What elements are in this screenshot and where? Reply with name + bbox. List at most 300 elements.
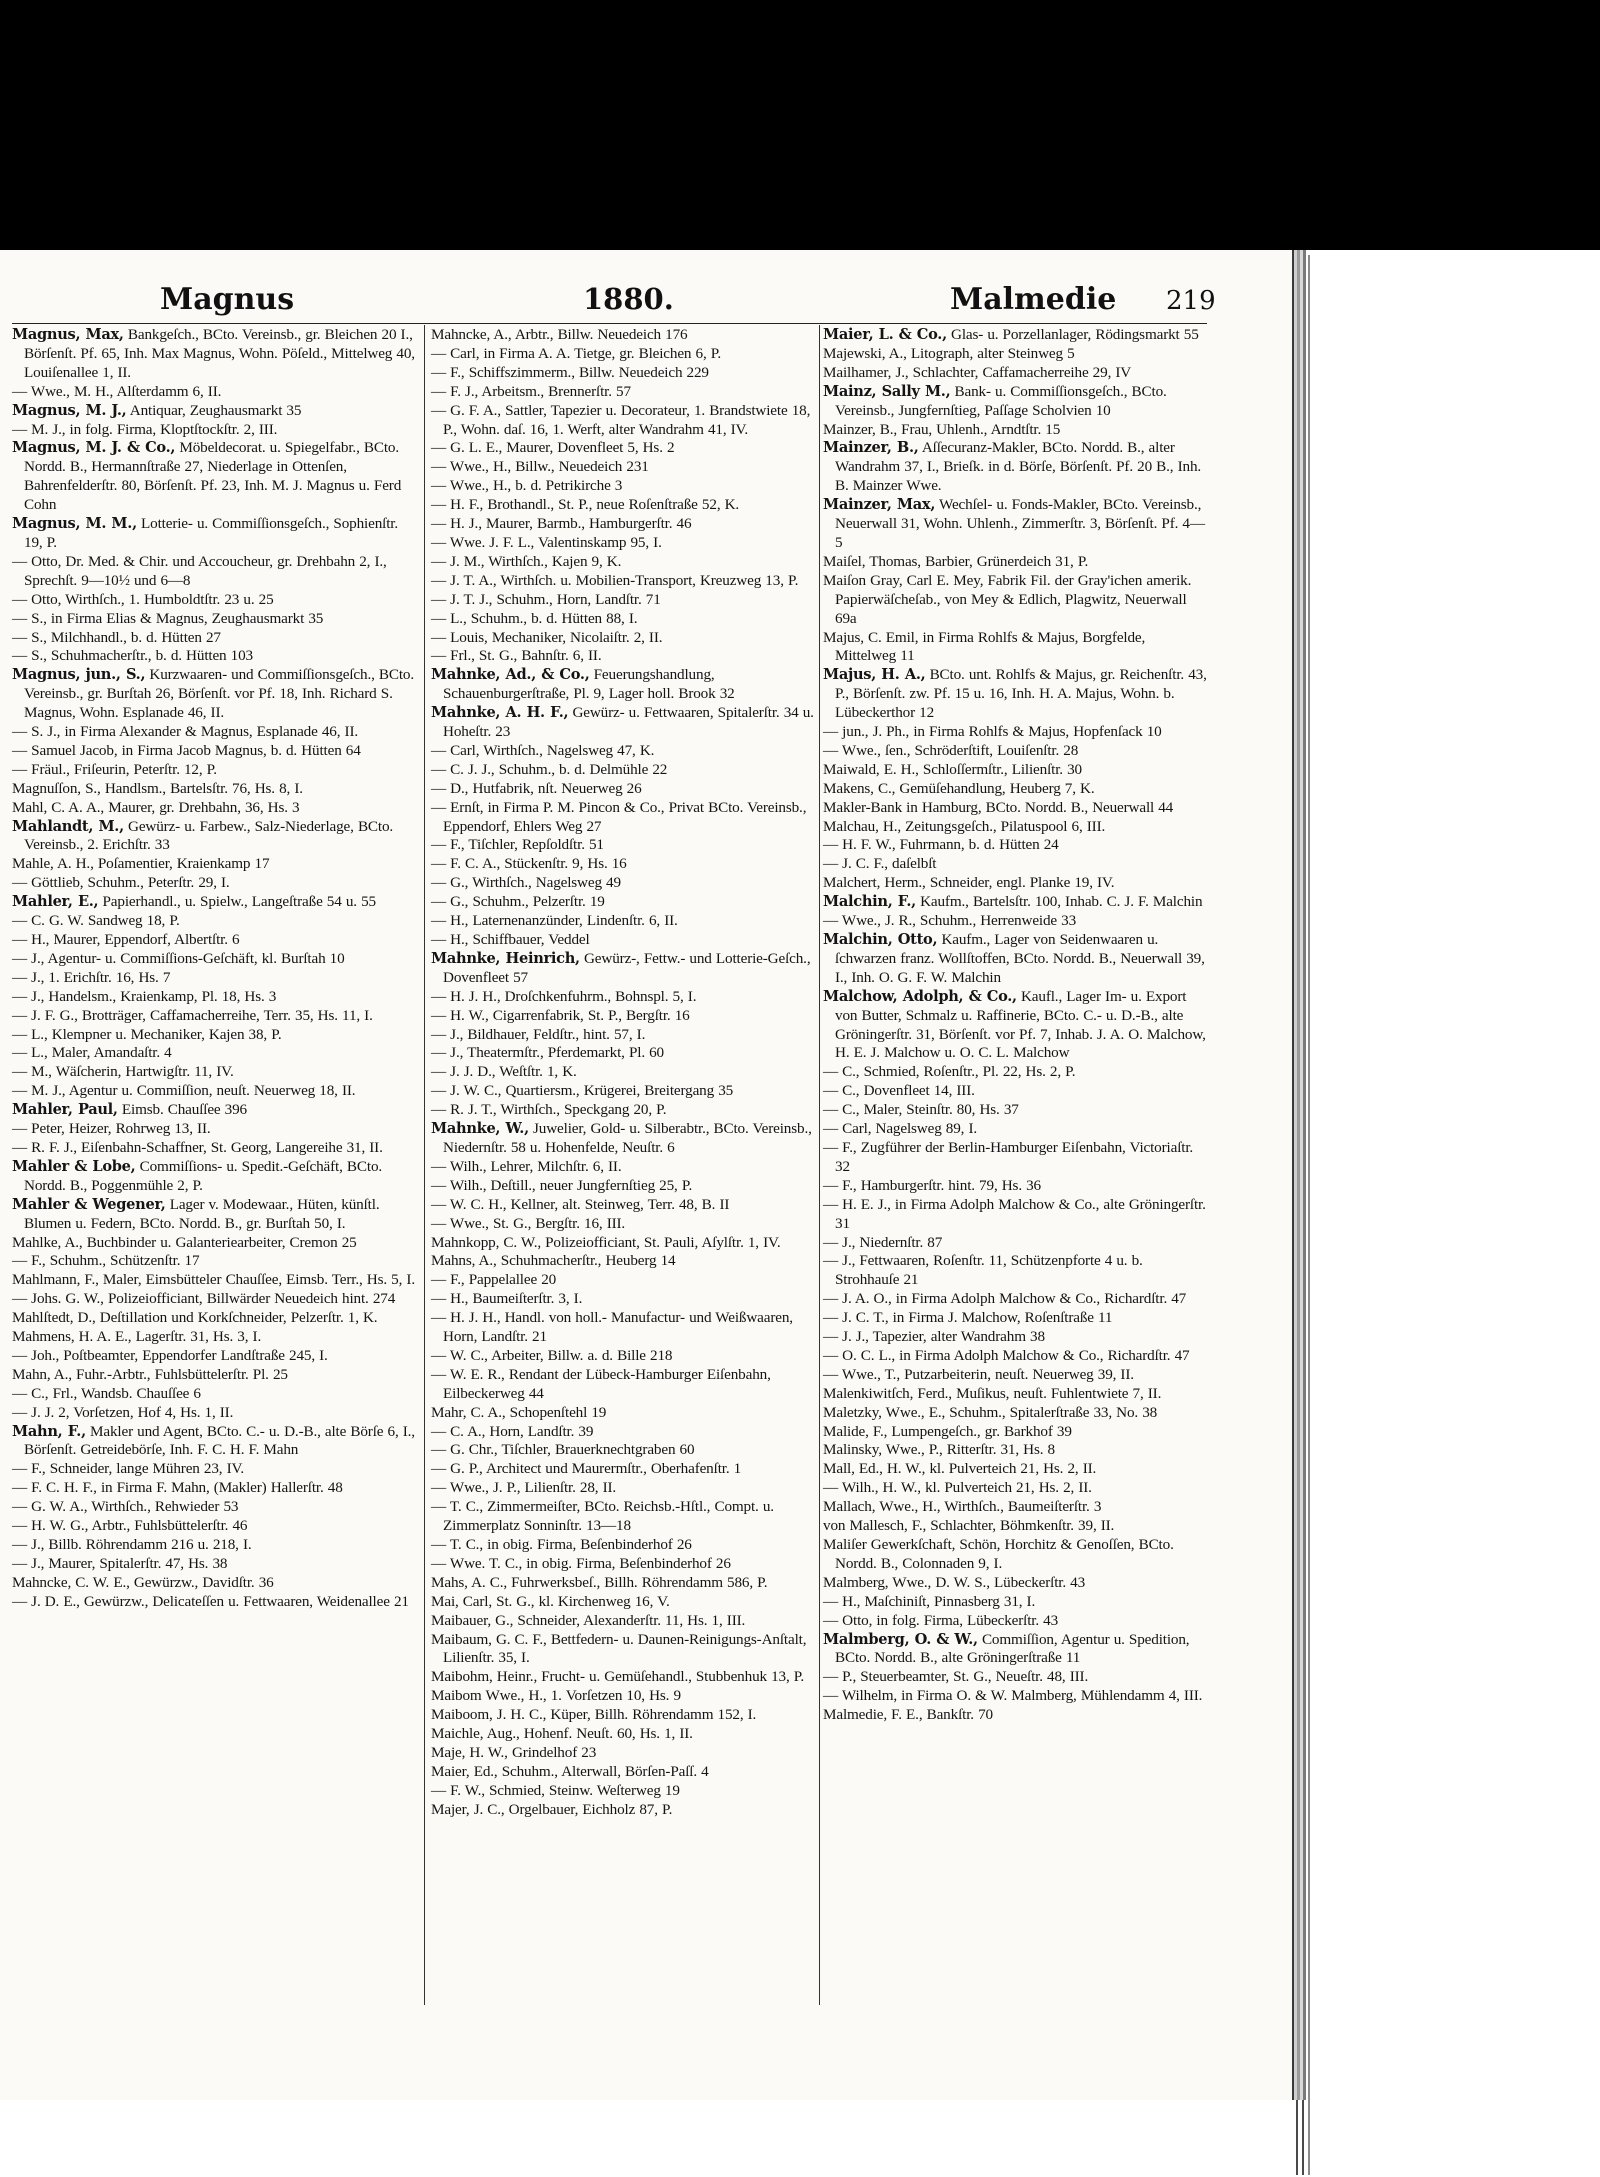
entry-details: Maichle, Aug., Hohenf. Neuſt. 60, Hs. 1, II. [431,1725,693,1743]
entry-details: — J., 1. Erichſtr. 16, Hs. 7 [12,968,171,986]
entry-details: — F., Pappelallee 20 [431,1271,557,1289]
entry-details: — F., Tiſchler, Repſoldſtr. 51 [431,836,604,854]
directory-entry [823,836,1207,855]
entry-details: Maibom Wwe., H., 1. Vorſetzen 10, Hs. 9 [431,1687,681,1705]
entry-name: Magnus, M. J. & Co., [12,439,176,457]
entry-details: — J., Billb. Röhrendamm 216 u. 218, I. [12,1536,252,1553]
entry-details: Maibohm, Heinr., Frucht- u. Gemüſehandl., Stubbenhuk 13, P. [431,1668,805,1686]
directory-entry [823,439,1207,496]
directory-entry [12,1593,420,1612]
directory-entry [12,1574,420,1593]
entry-details: — C., Schmied, Roſenſtr., Pl. 22, Hs. 2, P. [823,1063,1076,1081]
directory-entry [823,931,1207,988]
entry-details: — J. D. E., Gewürzw., Delicateſſen u. Fettwaaren, Weidenallee 21 [12,1592,409,1610]
directory-entry [12,1479,420,1498]
directory-entry [12,1536,420,1555]
entry-details: — W. C. H., Kellner, alt. Steinweg, Terr. 48, B. II [431,1195,730,1213]
directory-entry [823,326,1207,345]
directory-entry [823,893,1207,912]
directory-entry [431,1498,818,1536]
entry-details: — J. T. J., Schuhm., Horn, Landſtr. 71 [431,590,661,608]
directory-entry [431,1044,818,1063]
directory-entry [12,1139,420,1158]
directory-entry [12,1460,420,1479]
entry-details: — H. W. G., Arbtr., Fuhlsbüttelerſtr. 46 [12,1517,248,1535]
entry-details: — Wwe., J. P., Lilienſtr. 28, II. [431,1479,617,1497]
directory-entry [431,1668,818,1687]
entry-details: — F. W., Schmied, Steinw. Weſterweg 19 [431,1781,680,1799]
directory-entry [823,1498,1207,1517]
directory-entry [823,1385,1207,1404]
directory-entry [823,1290,1207,1309]
entry-details: — T. C., in obig. Firma, Beſenbinderhof 26 [431,1536,692,1553]
entry-details: — S., Milchhandl., b. d. Hütten 27 [12,628,221,646]
directory-entry [12,1328,420,1347]
directory-entry [12,1385,420,1404]
page-edge [1302,255,1304,2175]
running-header-left: Magnus [160,282,295,317]
entry-details: — H., Laternenanzünder, Lindenſtr. 6, II. [431,912,678,930]
directory-entry [431,893,818,912]
directory-entry [431,1177,818,1196]
entry-details: Maibaum, G. C. F., Bettfedern- u. Daunen-Reinigungs-Anſtalt, Lilienſtr. 35, I. [431,1630,807,1667]
entry-details: — Wwe., M. H., Alſterdamm 6, II. [12,382,222,400]
directory-entry [431,383,818,402]
directory-entry [823,818,1207,837]
entry-details: — L., Klempner u. Mechaniker, Kajen 38, P. [12,1025,282,1043]
entry-details: Maiſel, Thomas, Barbier, Grünerdeich 31, P. [823,552,1089,570]
entry-details: — Carl, in Firma A. A. Tietge, gr. Bleichen 6, P. [431,344,722,362]
entry-details: — Wwe., J. R., Schuhm., Herrenweide 33 [823,912,1077,930]
directory-entry [823,629,1207,667]
directory-entry [431,950,818,988]
directory-entry [431,1120,818,1158]
entry-details: — jun., J. Ph., in Firma Rohlfs & Majus, Hopfenſack 10 [823,723,1162,741]
directory-entry [431,666,818,704]
entry-details: Bank- u. Commiſſionsgeſch., BCto. Vereinsb., Jungfernſtieg, Paſſage Scholvien 10 [835,382,1167,419]
entry-details: — Wwe., H., b. d. Petrikirche 3 [431,477,623,495]
entry-details: Bankgeſch., BCto. Vereinsb., gr. Bleichen 20 I., Börſenſt. Pf. 65, Inh. Max Magnus, Wohn. Pöſeld., Mittelweg 40, Louiſenallee 1, II. [24,326,415,381]
directory-entry [12,1234,420,1253]
directory-entry [12,1158,420,1196]
entry-details: Lager v. Modewaar., Hüten, künſtl. Blumen u. Federn, BCto. Nordd. B., gr. Burſtah 50, I. [24,1195,380,1232]
entry-details: Feuerungshandlung, Schauenburgerſtraße, Pl. 9, Lager holl. Brook 32 [443,666,735,703]
directory-entry [431,1347,818,1366]
entry-details: — Samuel Jacob, in Firma Jacob Magnus, b. d. Hütten 64 [12,741,361,759]
entry-details: — S., in Firma Elias & Magnus, Zeughausmarkt 35 [12,609,324,627]
directory-entry [823,1082,1207,1101]
directory-entry [12,818,420,856]
entry-details: Mainzer, B., Frau, Uhlenh., Arndtſtr. 15 [823,420,1061,438]
entry-details: Mahn, A., Fuhr.-Arbtr., Fuhlsbüttelerſtr. Pl. 25 [12,1365,288,1383]
page-number: 219 [1166,286,1216,316]
entry-details: — J. M., Wirthſch., Kajen 9, K. [431,552,622,570]
entry-details: — H., Maſchiniſt, Pinnasberg 31, I. [823,1592,1036,1610]
directory-entry [823,742,1207,761]
directory-entry [823,1139,1207,1177]
directory-entry [12,931,420,950]
directory-entry [12,1120,420,1139]
directory-entry [431,912,818,931]
directory-entry [12,799,420,818]
entry-details: — C. J. J., Schuhm., b. d. Delmühle 22 [431,760,668,778]
directory-entry [431,610,818,629]
entry-details: Kaufm., Bartelsſtr. 100, Inhab. C. J. F. Malchin [920,893,1203,911]
entry-details: — Carl, Nagelsweg 89, I. [823,1120,978,1138]
column-divider [819,325,820,2005]
entry-details: — Wwe., H., Billw., Neuedeich 231 [431,458,649,476]
entry-details: — H. F. W., Fuhrmann, b. d. Hütten 24 [823,836,1059,854]
directory-entry [12,402,420,421]
directory-entry [431,1196,818,1215]
directory-entry [431,1782,818,1801]
entry-details: — Otto, in folg. Firma, Lübeckerſtr. 43 [823,1611,1059,1629]
entry-details: Mai, Carl, St. G., kl. Kirchenweg 16, V. [431,1592,670,1610]
directory-entry [431,1460,818,1479]
directory-entry [431,1631,818,1669]
entry-name: Magnus, M. M., [12,515,137,533]
directory-entry [823,1631,1207,1669]
entry-details: — Wwe., St. G., Bergſtr. 16, III. [431,1214,626,1232]
directory-entry [823,1366,1207,1385]
directory-entry [12,723,420,742]
entry-details: — J., Agentur- u. Commiſſions-Geſchäft, kl. Burſtah 10 [12,949,345,967]
directory-entry [431,458,818,477]
directory-entry [823,761,1207,780]
entry-details: — J., Theatermſtr., Pferdemarkt, Pl. 60 [431,1044,664,1062]
entry-name: Mahler, Paul, [12,1101,118,1119]
directory-entry [431,1215,818,1234]
directory-entry [823,421,1207,440]
entry-name: Mahnke, Heinrich, [431,949,580,967]
entry-details: — J. T. A., Wirthſch. u. Mobilien-Transport, Kreuzweg 13, P. [431,571,799,589]
entry-details: — Peter, Heizer, Rohrweg 13, II. [12,1120,211,1138]
entry-details: — W. C., Arbeiter, Billw. a. d. Bille 218 [431,1346,673,1364]
entry-details: — Otto, Dr. Med. & Chir. und Accoucheur, gr. Drehbahn 2, I., Sprechſt. 9—10½ und 6—8 [12,552,387,589]
directory-entry [431,477,818,496]
entry-details: — Ernſt, in Firma P. M. Pincon & Co., Privat BCto. Vereinsb., Eppendorf, Ehlers Weg 27 [431,798,807,835]
entry-details: — F. C. H. F., in Firma F. Mahn, (Makler) Hallerſtr. 48 [12,1479,343,1497]
entry-details: Mallach, Wwe., H., Wirthſch., Baumeiſterſtr. 3 [823,1498,1102,1516]
entry-details: — J., Niedernſtr. 87 [823,1233,943,1251]
entry-details: — J. J. D., Weſtſtr. 1, K. [431,1063,577,1081]
entry-details: — J., Fettwaaren, Roſenſtr. 11, Schützenpforte 4 u. b. Strohhauſe 21 [823,1252,1143,1289]
directory-entry [823,988,1207,1064]
directory-entry [823,1328,1207,1347]
entry-name: Majus, H. A., [823,666,926,684]
entry-details: Makler-Bank in Hamburg, BCto. Nordd. B., Neuerwall 44 [823,798,1174,816]
directory-entry [823,912,1207,931]
entry-name: Mahnke, Ad., & Co., [431,666,590,684]
directory-entry [431,1252,818,1271]
directory-entry [431,1158,818,1177]
directory-entry [823,383,1207,421]
entry-details: — J. F. G., Brotträger, Caffamacherreihe, Terr. 35, Hs. 11, I. [12,1006,373,1024]
entry-name: Maier, L. & Co., [823,326,947,343]
entry-details: Maiſon Gray, Carl E. Mey, Fabrik Fil. der Gray'ichen amerik. Papierwäſcheſab., von Mey & Edlich, Plagwitz, Neuerwall 69a [823,571,1192,627]
entry-details: — M., Wäſcherin, Hartwigſtr. 11, IV. [12,1063,234,1081]
entry-details: — C., Frl., Wandsb. Chauſſee 6 [12,1384,201,1402]
directory-entry [12,1007,420,1026]
directory-entry [12,1082,420,1101]
directory-entry [431,572,818,591]
entry-details: — Carl, Wirthſch., Nagelsweg 47, K. [431,741,655,759]
entry-details: — Wwe., ſen., Schröderſtift, Louiſenſtr. 28 [823,741,1079,759]
entry-details: Kaufm., Lager von Seidenwaaren u. ſchwarzen franz. Wollſtoffen, BCto. Nordd. B., Neuerwall 39, I., Inh. O. G. F. W. Malchin [835,931,1205,986]
entry-details: — J. J. 2, Vorſetzen, Hof 4, Hs. 1, II. [12,1403,234,1421]
entry-details: Juwelier, Gold- u. Silberabtr., BCto. Vereinsb., Niedernſtr. 58 u. Hohenfelde, Neuſtr. 6 [443,1120,812,1156]
directory-entry [12,515,420,553]
directory-entry [12,1044,420,1063]
entry-details: Mahr, C. A., Schopenſtehl 19 [431,1403,607,1421]
directory-entry [431,742,818,761]
directory-entry [12,629,420,648]
directory-entry [823,855,1207,874]
directory-entry [823,1593,1207,1612]
directory-entry [431,1725,818,1744]
directory-entry [823,1479,1207,1498]
directory-entry [431,988,818,1007]
entry-details: Mahmens, H. A. E., Lagerſtr. 31, Hs. 3, I. [12,1328,262,1346]
entry-details: — G., Schuhm., Pelzerſtr. 19 [431,893,605,911]
entry-details: Malmberg, Wwe., D. W. S., Lübeckerſtr. 43 [823,1573,1086,1591]
entry-details: Magnuſſon, S., Handlsm., Bartelsſtr. 76, Hs. 8, I. [12,779,303,797]
directory-entry [823,1196,1207,1234]
directory-entry [431,931,818,950]
directory-entry [12,383,420,402]
entry-details: — Wilhelm, in Firma O. & W. Malmberg, Mühlendamm 4, III. [823,1687,1203,1705]
entry-details: — Frl., St. G., Bahnſtr. 6, II. [431,647,602,665]
directory-entry [12,1271,420,1290]
column-divider [424,325,425,2005]
directory-entry [12,1026,420,1045]
entry-details: — H. E. J., in Firma Adolph Malchow & Co., alte Gröningerſtr. 31 [823,1195,1206,1232]
directory-entry [431,704,818,742]
entry-details: Malchert, Herm., Schneider, engl. Planke 19, IV. [823,874,1115,892]
directory-entry [12,1366,420,1385]
entry-name: Malmberg, O. & W., [823,1630,978,1648]
entry-details: — J. C. F., daſelbſt [823,855,937,873]
entry-details: — Wwe. T. C., in obig. Firma, Beſenbinderhof 26 [431,1554,731,1572]
entry-details: — J., Bildhauer, Feldſtr., hint. 57, I. [431,1025,646,1043]
entry-details: — Wwe., T., Putzarbeiterin, neuſt. Neuerweg 39, II. [823,1365,1134,1383]
entry-details: — H., Maurer, Eppendorf, Albertſtr. 6 [12,931,240,948]
directory-entry [12,1196,420,1234]
entry-name: Magnus, Max, [12,326,124,343]
entry-details: Mailhamer, J., Schlachter, Caffamacherreihe 29, IV [823,363,1132,381]
directory-entry [431,1801,818,1820]
entry-name: Magnus, M. J., [12,401,127,419]
entry-name: Malchin, F., [823,893,916,911]
entry-details: Papierhandl., u. Spielw., Langeſtraße 54 u. 55 [102,893,376,911]
entry-details: — Göttlieb, Schuhm., Peterſtr. 29, I. [12,874,230,892]
directory-entry [12,1252,420,1271]
entry-details: Majewski, A., Litograph, alter Steinweg 5 [823,344,1075,362]
directory-entry [823,1423,1207,1442]
directory-entry [823,1687,1207,1706]
entry-details: — Otto, Wirthſch., 1. Humboldtſtr. 23 u. 25 [12,590,274,608]
entry-details: Malide, F., Lumpengeſch., gr. Barkhof 39 [823,1422,1072,1440]
directory-entry [823,1441,1207,1460]
entry-details: — J., Handelsm., Kraienkamp, Pl. 18, Hs. 3 [12,987,277,1005]
entry-details: — G., Wirthſch., Nagelsweg 49 [431,874,621,892]
entry-details: — H. J., Maurer, Barmb., Hamburgerſtr. 46 [431,515,692,533]
entry-details: — F., Schuhm., Schützenſtr. 17 [12,1252,200,1270]
directory-entry [431,780,818,799]
entry-details: — J. C. T., in Firma J. Malchow, Roſenſtraße 11 [823,1309,1113,1327]
directory-entry [12,950,420,969]
entry-details: Malinsky, Wwe., P., Ritterſtr. 31, Hs. 8 [823,1441,1055,1459]
entry-details: — C. G. W. Sandweg 18, P. [12,912,180,930]
directory-entry [823,1404,1207,1423]
entry-details: — D., Hutfabrik, nſt. Neuerweg 26 [431,779,642,797]
entry-details: Commiſſions- u. Spedit.-Geſchäft, BCto. Nordd. B., Poggenmühle 2, P. [24,1157,383,1194]
entry-name: Mahnke, A. H. F., [431,704,569,722]
entry-name: Mahler & Lobe, [12,1157,136,1175]
directory-entry [431,534,818,553]
directory-entry [12,1517,420,1536]
directory-entry [823,1517,1207,1536]
directory-entry [12,1101,420,1120]
directory-entry [823,553,1207,572]
entry-name: Malchow, Adolph, & Co., [823,987,1017,1005]
directory-entry [431,761,818,780]
directory-entry [12,912,420,931]
entry-details: — J. A. O., in Firma Adolph Malchow & Co., Richardſtr. 47 [823,1290,1187,1308]
entry-details: Malmedie, F. E., Bankſtr. 70 [823,1706,993,1724]
entry-details: Maibauer, G., Schneider, Alexanderſtr. 11, Hs. 1, III. [431,1611,746,1629]
directory-entry [431,1366,818,1404]
entry-name: Mahnke, W., [431,1120,529,1138]
directory-entry [431,1026,818,1045]
directory-entry [431,1555,818,1574]
entry-details: — S. J., in Firma Alexander & Magnus, Esplanade 46, II. [12,723,359,741]
directory-entry [12,1063,420,1082]
entry-details: — G. F. A., Sattler, Tapezier u. Decorateur, 1. Brandstwiete 18, P., Wohn. daſ. 16, 1. Werft, alter Wandrahm 41, IV. [431,401,811,438]
directory-entry [431,1706,818,1725]
directory-entry [823,1668,1207,1687]
entry-details: Gewürz-, Fettw.- und Lotterie-Geſch., Dovenfleet 57 [443,949,811,986]
directory-entry [431,647,818,666]
entry-details: — Johs. G. W., Polizeiofficiant, Billwärder Neuedeich hint. 274 [12,1290,396,1308]
directory-entry [823,1706,1207,1725]
directory-entry [823,572,1207,629]
entry-details: — Fräul., Friſeurin, Peterſtr. 12, P. [12,760,217,778]
entry-details: — M. J., Agentur u. Commiſſion, neuſt. Neuerweg 18, II. [12,1082,356,1100]
directory-entry [431,1479,818,1498]
entry-details: — H. F., Brothandl., St. P., neue Roſenſtraße 52, K. [431,496,740,514]
entry-name: Magnus, jun., S., [12,666,146,684]
entry-name: Mainz, Sally M., [823,382,951,400]
entry-details: Lotterie- u. Commiſſionsgeſch., Sophienſtr. 19, P. [24,515,399,551]
entry-details: — F., Schneider, lange Mühren 23, IV. [12,1460,244,1478]
entry-details: Maliſer Gewerkſchaft, Schön, Horchitz & Genoſſen, BCto. Nordd. B., Colonnaden 9, I. [823,1536,1174,1572]
entry-name: Malchin, Otto, [823,931,938,948]
entry-details: — O. C. L., in Firma Adolph Malchow & Co., Richardſtr. 47 [823,1346,1190,1364]
directory-entry [431,1744,818,1763]
directory-entry [12,780,420,799]
entry-details: — H., Schiffbauer, Veddel [431,931,590,948]
directory-entry [12,1555,420,1574]
directory-entry [823,874,1207,893]
entry-details: — S., Schuhmacherſtr., b. d. Hütten 103 [12,647,253,665]
directory-entry [12,439,420,515]
directory-entry [431,515,818,534]
directory-entry [823,1612,1207,1631]
entry-details: — F. J., Arbeitsm., Brennerſtr. 57 [431,382,631,400]
entry-details: — W. E. R., Rendant der Lübeck-Hamburger Eiſenbahn, Eilbeckerweg 44 [431,1365,771,1402]
entry-details: Gewürz- u. Farbew., Salz-Niederlage, BCto. Vereinsb., 2. Erichſtr. 33 [24,817,394,854]
entry-details: BCto. unt. Rohlfs & Majus, gr. Reichenſtr. 43, P., Börſenſt. zw. Pf. 15 u. 16, Inh. H. A. Majus, Wohn. b. Lübeckerthor 12 [835,666,1207,722]
directory-entry [431,1063,818,1082]
entry-details: Mahle, A. H., Poſamentier, Kraienkamp 17 [12,855,270,873]
directory-entry [431,1271,818,1290]
entry-details: — J., Maurer, Spitalerſtr. 47, Hs. 38 [12,1554,228,1572]
entry-details: Mahs, A. C., Fuhrwerksbeſ., Billh. Röhrendamm 586, P. [431,1573,768,1591]
directory-column-left [12,326,420,1612]
entry-details: — L., Maler, Amandaſtr. 4 [12,1044,172,1062]
entry-details: Mall, Ed., H. W., kl. Pulverteich 21, Hs. 2, II. [823,1460,1097,1478]
entry-details: — G. L. E., Maurer, Dovenfleet 5, Hs. 2 [431,439,675,457]
directory-entry [431,1101,818,1120]
entry-details: Mahlmann, F., Maler, Eimsbütteler Chauſſee, Eimsb. Terr., Hs. 5, I. [12,1271,415,1289]
entry-details: — M. J., in folg. Firma, Kloptſtockſtr. 2, III. [12,420,278,438]
directory-entry [823,1574,1207,1593]
directory-entry [823,1460,1207,1479]
entry-details: — L., Schuhm., b. d. Hütten 88, I. [431,609,638,627]
directory-entry [431,1082,818,1101]
entry-details: Möbeldecorat. u. Spiegelfabr., BCto. Nordd. B., Hermannſtraße 27, Niederlage in Ottenſen, Bahrenfelderſtr. 80, Börſenſt. Pf. 23, Inh. M. J. Magnus u. Ferd Cohn [24,439,402,514]
entry-details: Maletzky, Wwe., E., Schuhm., Spitalerſtraße 33, No. 38 [823,1403,1158,1421]
entry-details: Commiſſion, Agentur u. Spedition, BCto. Nordd. B., alte Gröningerſtraße 11 [835,1630,1190,1667]
entry-details: Maje, H. W., Grindelhof 23 [431,1743,597,1761]
directory-entry [12,1498,420,1517]
entry-details: — G. P., Architect und Maurermſtr., Oberhafenſtr. 1 [431,1460,742,1478]
entry-details: Mahns, A., Schuhmacherſtr., Heuberg 14 [431,1252,676,1270]
directory-entry [12,1404,420,1423]
running-header-year: 1880. [583,282,674,316]
directory-entry [431,799,818,837]
entry-details: von Mallesch, F., Schlachter, Böhmkenſtr. 39, II. [823,1517,1115,1535]
directory-entry [823,1252,1207,1290]
entry-name: Mahler & Wegener, [12,1195,166,1213]
entry-details: Wechſel- u. Fonds-Makler, BCto. Vereinsb., Neuerwall 31, Wohn. Uhlenh., Zimmerſtr. 3, Börſenſt. Pf. 4—5 [835,496,1205,551]
entry-details: — F., Hamburgerſtr. hint. 79, Hs. 36 [823,1176,1042,1194]
directory-entry [12,988,420,1007]
entry-details: Maiboom, J. H. C., Küper, Billh. Röhrendamm 152, I. [431,1706,757,1724]
entry-details: Mahncke, C. W. E., Gewürzw., Davidſtr. 36 [12,1573,274,1591]
directory-entry [431,1441,818,1460]
running-header-right: Malmedie [950,282,1117,317]
entry-details: Aſſecuranz-Makler, BCto. Nordd. B., alter Wandrahm 37, I., Brieſk. in d. Börſe, Börſenſt. Pf. 20 B., Inh. B. Mainzer Wwe. [835,439,1202,495]
directory-entry [431,439,818,458]
entry-details: Gewürz- u. Fettwaaren, Spitalerſtr. 34 u. Hoheſtr. 23 [443,704,814,741]
directory-entry [431,1612,818,1631]
directory-entry [823,1536,1207,1574]
entry-details: — H., Baumeiſterſtr. 3, I. [431,1290,583,1308]
entry-details: — F., Schiffszimmerm., Billw. Neuedeich 229 [431,363,709,381]
directory-entry [12,855,420,874]
entry-details: — J. J., Tapezier, alter Wandrahm 38 [823,1328,1045,1346]
entry-name: Mainzer, Max, [823,496,936,514]
directory-entry [431,591,818,610]
directory-entry [12,666,420,723]
entry-details: — Wilh., H. W., kl. Pulverteich 21, Hs. 2, II. [823,1479,1092,1497]
entry-details: Majer, J. C., Orgelbauer, Eichholz 87, P. [431,1800,673,1818]
entry-details: Maier, Ed., Schuhm., Alterwall, Börſen-Paſſ. 4 [431,1762,709,1780]
directory-entry [12,1290,420,1309]
entry-details: Malchau, H., Zeitungsgeſch., Pilatuspool 6, III. [823,817,1106,835]
